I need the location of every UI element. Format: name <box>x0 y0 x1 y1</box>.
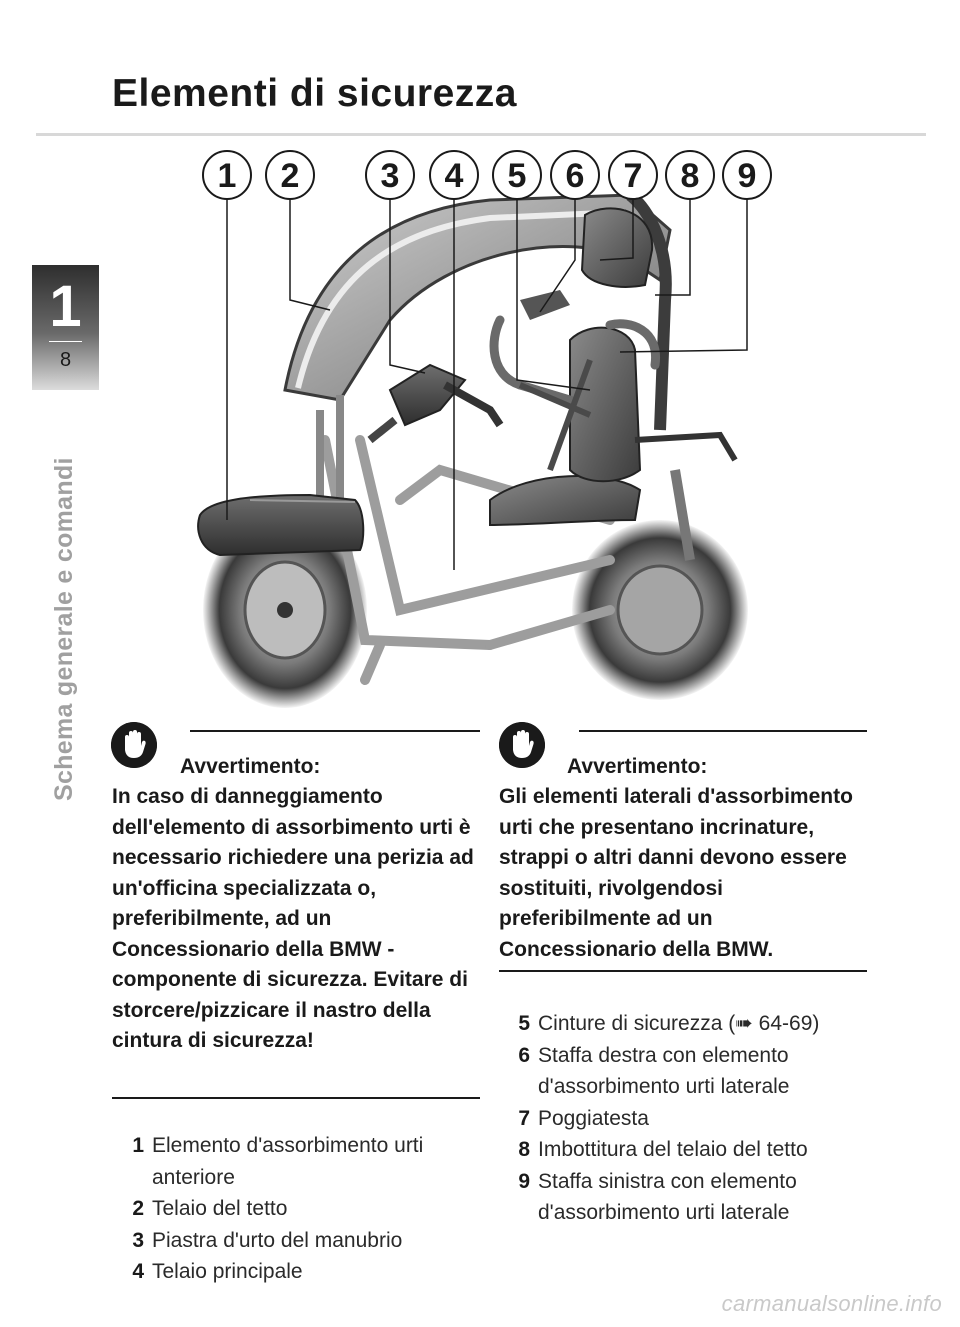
footer-watermark: carmanualsonline.info <box>721 1291 942 1316</box>
legend-item <box>508 1134 878 1166</box>
callout-1-marker <box>203 151 251 199</box>
warning-right-top-rule <box>579 730 867 732</box>
callout-2-marker <box>266 151 314 199</box>
callout-9-marker <box>723 151 771 199</box>
legend-right <box>508 1008 878 1229</box>
warning-left-top-rule <box>190 730 480 732</box>
legend-item <box>122 1256 482 1288</box>
legend-text: Imbottitura del telaio del tetto <box>538 1138 808 1161</box>
callout-4: 4 <box>444 157 464 195</box>
handlebar-plate <box>370 365 500 440</box>
title-divider <box>36 133 926 136</box>
legend-item <box>122 1130 482 1193</box>
callout-6: 6 <box>565 157 585 195</box>
chapter-number: 1 <box>49 274 82 339</box>
front-shock-element <box>198 495 363 555</box>
page-title: Elementi di sicurezza <box>112 72 517 115</box>
callout-9: 9 <box>737 157 757 195</box>
callout-2: 2 <box>280 157 300 195</box>
callout-7: 7 <box>623 157 643 195</box>
legend-number: 7 <box>518 1106 530 1130</box>
warning-hand-icon <box>111 722 157 768</box>
callout-1: 1 <box>217 157 237 195</box>
side-label-wrap <box>50 410 90 830</box>
legend-number: 8 <box>518 1138 530 1161</box>
chapter-divider <box>49 341 82 342</box>
scooter-illustration <box>190 140 930 720</box>
callout-5-marker <box>493 151 541 199</box>
legend-text: Staffa sinistra con elemento d'assorbimento urti laterale <box>538 1169 797 1224</box>
legend-number: 9 <box>518 1169 530 1193</box>
warning-left-label: Avvertimento: <box>180 755 321 778</box>
legend-text: Elemento d'assorbimento urti anteriore <box>152 1134 424 1189</box>
legend-number: 2 <box>132 1197 144 1220</box>
warning-right-bottom-rule <box>499 970 867 972</box>
legend-number: 4 <box>132 1260 144 1283</box>
section-side-label: Schema generale e comandi <box>50 457 78 801</box>
warning-left-text: In caso di danneggiamento dell'elemento di assorbimento urti è necessario richiedere una perizia ad un'officina specializzata o, preferibilmente, ad un Concessionario della BMW - componente di sicurezza. Evitare di storcere/pizzicare il nastro della cintura di sicurezza! <box>112 785 474 1052</box>
legend-text: Telaio del tetto <box>152 1197 288 1220</box>
legend-item <box>508 1103 878 1135</box>
seat-assembly <box>490 208 652 525</box>
callout-6-marker <box>551 151 599 199</box>
legend-text: Staffa destra con elemento d'assorbimento urti laterale <box>538 1043 790 1098</box>
legend-text: Cinture di sicurezza (➠ 64-69) <box>538 1012 820 1035</box>
legend-item <box>508 1008 878 1040</box>
legend-number: 3 <box>132 1228 144 1252</box>
legend-text: Poggiatesta <box>538 1106 649 1130</box>
legend-item <box>508 1166 878 1229</box>
callout-8: 8 <box>680 157 700 195</box>
legend-text: Telaio principale <box>152 1260 303 1283</box>
legend-item <box>508 1040 878 1103</box>
legend-text: Piastra d'urto del manubrio <box>152 1228 403 1252</box>
callout-4-marker <box>430 151 478 199</box>
chapter-tab <box>32 265 99 390</box>
warning-hand-icon <box>499 722 545 768</box>
legend-number: 6 <box>518 1043 530 1067</box>
callout-3: 3 <box>380 157 400 195</box>
legend-number: 5 <box>518 1012 530 1035</box>
legend-left <box>122 1130 482 1288</box>
callout-5: 5 <box>507 157 527 195</box>
callout-8-marker <box>666 151 714 199</box>
callout-7-marker <box>609 151 657 199</box>
callout-3-marker <box>366 151 414 199</box>
legend-number: 1 <box>132 1134 144 1157</box>
callout-markers <box>203 151 771 199</box>
page-number: 8 <box>59 349 72 371</box>
legend-item <box>122 1193 482 1225</box>
warning-left-bottom-rule <box>112 1097 480 1099</box>
legend-item <box>122 1225 482 1257</box>
warning-right-label: Avvertimento: <box>567 755 708 778</box>
warning-right-text: Gli elementi laterali d'assorbimento urti che presentano incrinature, strappi o altri danni devono essere sostituiti, rivolgendosi preferibilmente ad un Concessionario della BMW. <box>499 785 853 961</box>
